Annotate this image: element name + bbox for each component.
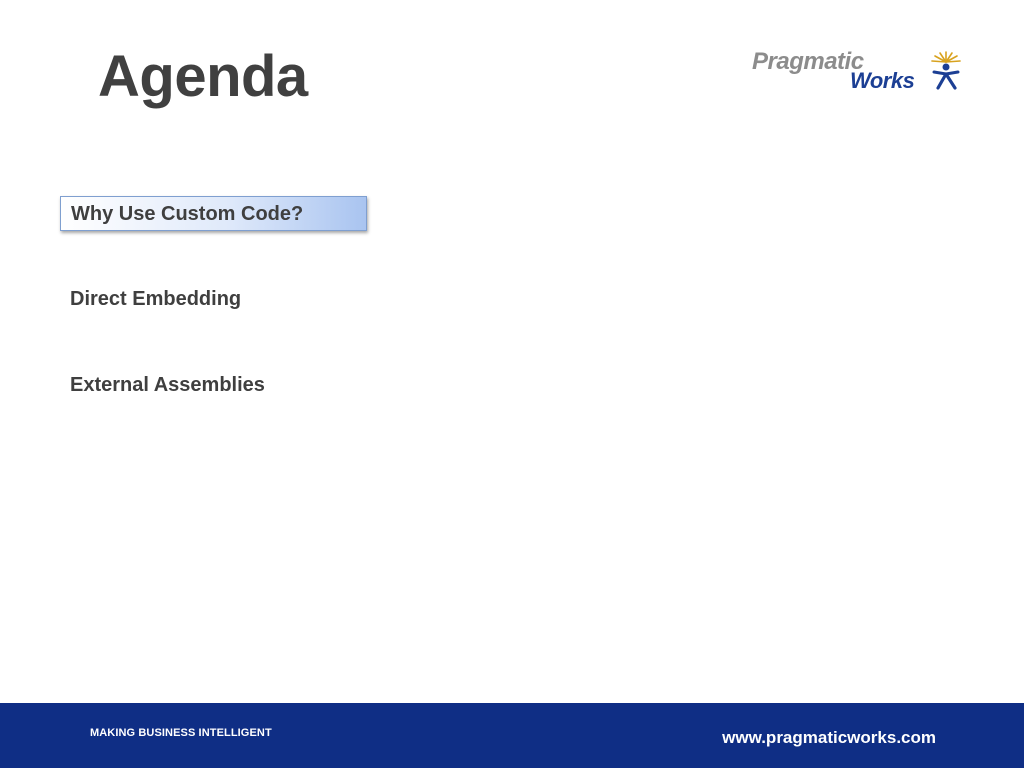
footer-tagline: MAKING BUSINESS INTELLIGENT bbox=[90, 727, 272, 739]
footer-bar bbox=[0, 703, 1024, 768]
agenda-item-direct-embedding[interactable]: Direct Embedding bbox=[70, 288, 242, 310]
agenda-item-why-use-custom-code[interactable]: Why Use Custom Code? bbox=[60, 196, 367, 231]
starburst-figure-icon bbox=[928, 50, 964, 90]
agenda-item-external-assemblies[interactable]: External Assemblies bbox=[70, 374, 265, 396]
company-logo bbox=[752, 50, 964, 94]
logo-word-pragmatic: Pragmatic bbox=[752, 48, 864, 75]
logo-word-works: Works bbox=[850, 68, 915, 93]
slide-title: Agenda bbox=[98, 44, 308, 109]
footer-website-link[interactable]: www.pragmaticworks.com bbox=[722, 728, 936, 747]
